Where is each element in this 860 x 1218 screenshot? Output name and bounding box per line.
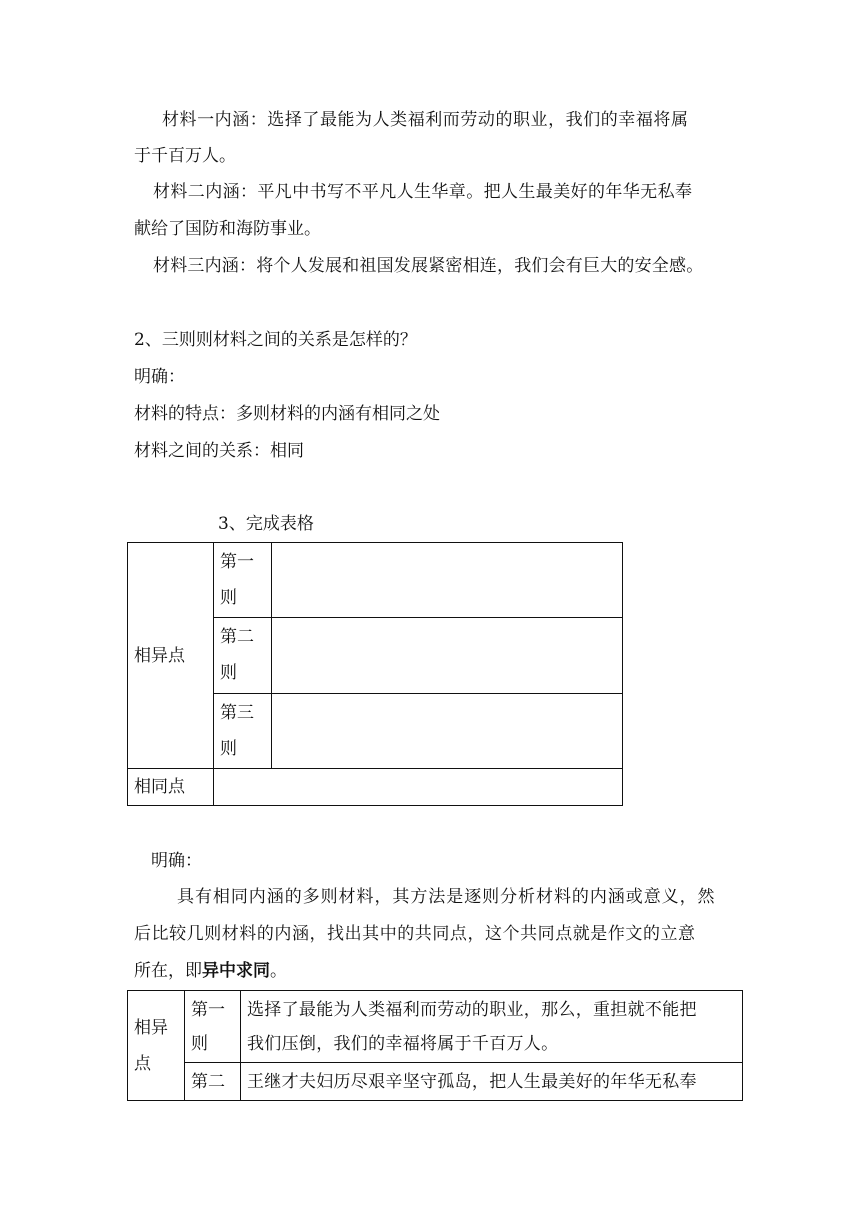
diff-label: 相异点 (134, 645, 185, 666)
answer-row2-content-cell (241, 1063, 743, 1101)
question2-clarify: 明确： (134, 367, 185, 387)
row2-label-bottom: 则 (220, 663, 237, 684)
row2-content-cell[interactable] (272, 618, 623, 693)
row1-content-cell[interactable] (272, 543, 623, 618)
answer-row1-content-line2: 我们压倒，我们的幸福将属于千百万人。 (247, 1033, 559, 1054)
answer-row2-label-top: 第二 (191, 1071, 225, 1092)
answer-row1-label-cell (185, 991, 241, 1063)
diff-label-cell (128, 543, 214, 769)
row2-label-cell (214, 618, 272, 693)
row1-label-top: 第一 (220, 552, 254, 573)
question2-features: 材料的特点：多则材料的内涵有相同之处 (134, 404, 440, 424)
answer-line3-bold: 异中求同 (202, 961, 270, 981)
answer-line3-suffix: 。 (270, 961, 287, 981)
answer-clarify: 明确： (151, 851, 202, 871)
same-content-cell[interactable] (214, 769, 623, 806)
same-label-cell (128, 769, 214, 806)
answer-row1-content-line1: 选择了最能为人类福利而劳动的职业，那么，重担就不能把 (247, 999, 697, 1020)
para2-line1: 材料二内涵：平凡中书写不平凡人生华章。把人生最美好的年华无私奉 (153, 182, 693, 202)
answer-diff-label-top: 相异 (134, 1017, 168, 1038)
answer-diff-label-cell (128, 991, 185, 1101)
same-label: 相同点 (134, 777, 185, 797)
answer-table (127, 990, 743, 1101)
question2-relation: 材料之间的关系：相同 (134, 441, 304, 461)
question3-title: 3、完成表格 (218, 514, 314, 534)
answer-line3-prefix: 所在，即 (134, 961, 202, 981)
para1-line1: 材料一内涵：选择了最能为人类福利而劳动的职业，我们的幸福将属 (162, 110, 689, 130)
answer-row1-label-top: 第一 (191, 999, 225, 1020)
row3-label-top: 第三 (220, 702, 254, 723)
answer-row1-content-cell (241, 991, 743, 1063)
row1-label-cell (214, 543, 272, 618)
row3-content-cell[interactable] (272, 693, 623, 768)
answer-line1: 具有相同内涵的多则材料，其方法是逐则分析材料的内涵或意义，然 (177, 887, 716, 907)
row3-label-cell (214, 693, 272, 768)
question2-title: 2、三则则材料之间的关系是怎样的？ (134, 330, 417, 350)
para3-line1: 材料三内涵：将个人发展和祖国发展紧密相连，我们会有巨大的安全感。 (153, 256, 704, 276)
comparison-table (127, 542, 623, 806)
answer-row1-label-bottom: 则 (191, 1033, 208, 1054)
row2-label-top: 第二 (220, 627, 254, 648)
answer-diff-label-bottom: 点 (134, 1053, 151, 1074)
answer-row2-label-cell (185, 1063, 241, 1101)
answer-line2: 后比较几则材料的内涵，找出其中的共同点，这个共同点就是作文的立意 (134, 924, 696, 944)
para2-line2: 献给了国防和海防事业。 (134, 219, 321, 239)
para1-line2: 于千百万人。 (134, 146, 236, 166)
row3-label-bottom: 则 (220, 738, 237, 759)
answer-line3 (134, 961, 287, 981)
row1-label-bottom: 则 (220, 588, 237, 609)
answer-row2-content-line1: 王继才夫妇历尽艰辛坚守孤岛，把人生最美好的年华无私奉 (247, 1071, 697, 1092)
